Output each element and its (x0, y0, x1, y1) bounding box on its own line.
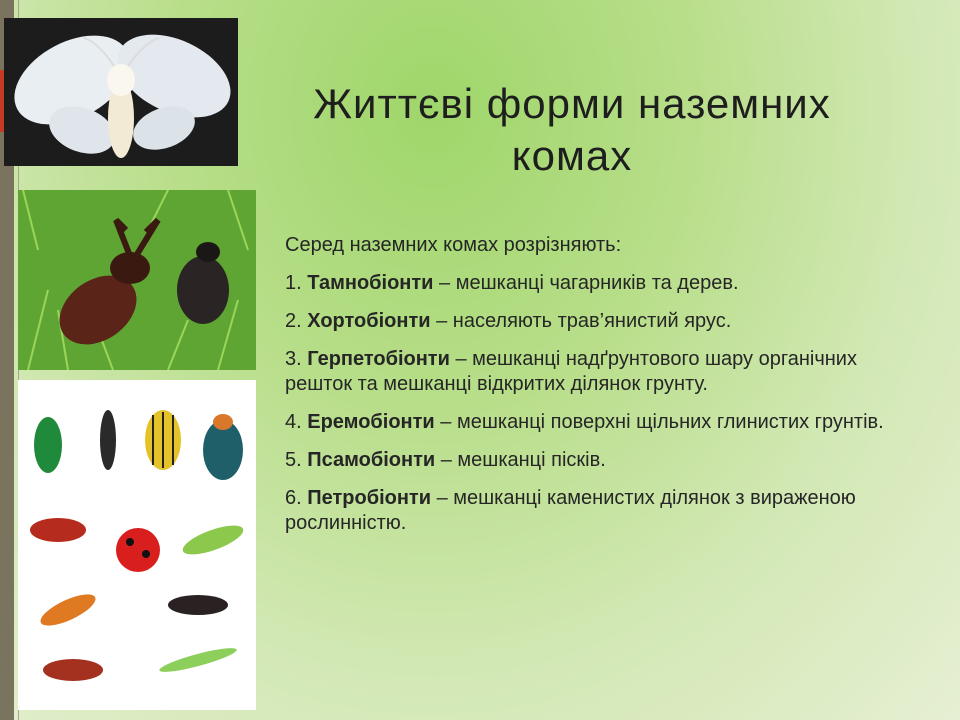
item-number: 2. (285, 310, 302, 332)
item-desc: – мешканці каменистих ділянок з вираженою рослинністю. (285, 487, 856, 534)
list-item (285, 448, 885, 473)
list-item (285, 309, 885, 334)
item-term: Тамнобіонти (307, 272, 434, 294)
item-number: 5. (285, 449, 302, 471)
item-desc: – мешканці чагарників та дерев. (433, 272, 739, 294)
slide-title: Життєві форми наземних комах (313, 80, 831, 179)
item-number: 4. (285, 411, 302, 433)
list-item (285, 486, 885, 536)
item-desc: – мешканці поверхні щільних глинистих грунтів. (434, 411, 884, 433)
white-moth-image (4, 18, 238, 166)
item-term: Петробіонти (307, 487, 432, 509)
stag-beetles-image (18, 190, 256, 370)
item-term: Герпетобіонти (307, 348, 450, 370)
intro-text: Серед наземних комах розрізняють: (285, 234, 622, 256)
item-term: Псамобіонти (307, 449, 436, 471)
list-item (285, 410, 885, 435)
item-number: 3. (285, 348, 302, 370)
list-item (285, 347, 885, 397)
item-desc: – населяють трав’янистий ярус. (430, 310, 732, 332)
list-item (285, 271, 885, 296)
slide-body (285, 233, 885, 549)
item-desc: – мешканці пісків. (435, 449, 606, 471)
item-desc: – мешканці надґрунтового шару органічних решток та мешканці відкритих ділянок грунту. (285, 348, 857, 395)
item-term: Еремобіонти (307, 411, 435, 433)
item-number: 6. (285, 487, 302, 509)
item-term: Хортобіонти (307, 310, 431, 332)
insect-collage-image (18, 380, 256, 710)
item-number: 1. (285, 272, 302, 294)
